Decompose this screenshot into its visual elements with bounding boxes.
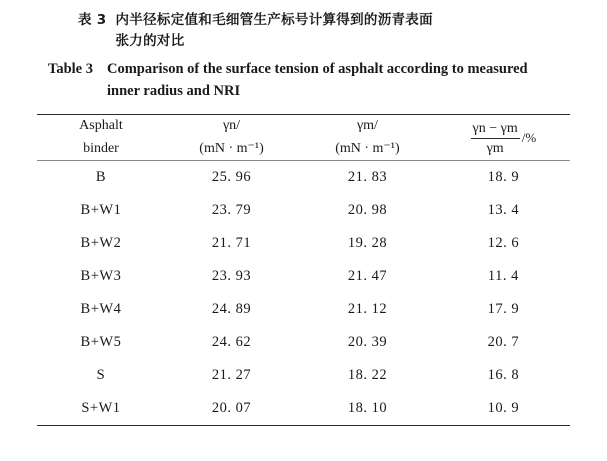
cell-binder: B+W2	[80, 235, 122, 252]
table-container	[34, 114, 573, 426]
table-header-row	[37, 115, 570, 161]
table-header	[37, 115, 570, 161]
column-header-gamma-m	[298, 115, 437, 161]
fraction-numerator: γn − γm	[471, 120, 520, 140]
relative-difference-fraction	[471, 120, 537, 158]
table-row	[37, 194, 570, 227]
cell-binder: B+W1	[80, 202, 122, 219]
cell-difference-percent: 16. 8	[487, 367, 520, 384]
cell-gamma-m: 20. 39	[347, 334, 388, 351]
cell-gamma-m: 21. 47	[347, 268, 388, 285]
cell-difference-percent: 18. 9	[487, 169, 520, 186]
cell-gamma-m: 19. 28	[347, 235, 388, 252]
table-row	[37, 227, 570, 260]
cell-binder: B	[95, 169, 107, 186]
cell-binder: B+W5	[80, 334, 122, 351]
cell-difference-percent: 13. 4	[487, 202, 520, 219]
cell-gamma-n: 23. 93	[211, 268, 252, 285]
table-row	[37, 359, 570, 392]
cell-gamma-m: 20. 98	[347, 202, 388, 219]
cell-binder: B+W3	[80, 268, 122, 285]
table-row	[37, 260, 570, 293]
cell-gamma-n: 25. 96	[211, 169, 252, 186]
caption-english-label: Table 3	[48, 60, 93, 77]
cell-gamma-n: 24. 89	[211, 301, 252, 318]
cell-gamma-n: 20. 07	[211, 400, 252, 417]
column-header-binder	[37, 115, 165, 161]
table-row	[37, 392, 570, 426]
cell-difference-percent: 12. 6	[487, 235, 520, 252]
column-header-gamma-n	[165, 115, 298, 161]
cell-binder: S	[96, 367, 106, 384]
column-header-gamma-n-line2: (mN · m⁻¹)	[199, 140, 264, 156]
fraction-unit: /%	[521, 130, 537, 146]
cell-difference-percent: 20. 7	[487, 334, 520, 351]
cell-difference-percent: 11. 4	[487, 268, 519, 285]
fraction-denominator: γm	[486, 141, 504, 157]
caption-chinese	[34, 10, 573, 52]
column-header-relative-difference	[437, 115, 570, 161]
table-row	[37, 326, 570, 359]
column-header-gamma-m-line2: (mN · m⁻¹)	[335, 140, 400, 156]
cell-gamma-m: 18. 10	[347, 400, 388, 417]
cell-gamma-n: 21. 71	[211, 235, 252, 252]
caption-english	[34, 59, 573, 103]
cell-gamma-n: 24. 62	[211, 334, 252, 351]
table-body	[37, 161, 570, 427]
column-header-gamma-n-line1: γn/	[222, 118, 241, 134]
column-header-binder-line2: binder	[83, 140, 119, 156]
column-header-gamma-m-line1: γm/	[356, 118, 378, 134]
caption-chinese-label: 表 3	[78, 12, 107, 28]
cell-gamma-m: 21. 83	[347, 169, 388, 186]
table-row	[37, 161, 570, 195]
cell-gamma-m: 18. 22	[347, 367, 388, 384]
cell-difference-percent: 10. 9	[487, 400, 520, 417]
cell-gamma-n: 21. 27	[211, 367, 252, 384]
fraction-body	[471, 120, 520, 158]
table-bottom-rule	[37, 426, 570, 427]
table-row	[37, 293, 570, 326]
cell-gamma-m: 21. 12	[347, 301, 388, 318]
bottom-rule-cell	[37, 426, 570, 427]
column-header-binder-line1: Asphalt	[79, 118, 123, 134]
cell-binder: S+W1	[81, 400, 121, 417]
cell-binder: B+W4	[80, 301, 122, 318]
cell-gamma-n: 23. 79	[211, 202, 252, 219]
caption-english-text: Comparison of the surface tension of asphalt according to measured inner radius and NRI	[107, 60, 528, 99]
cell-difference-percent: 17. 9	[487, 301, 520, 318]
caption-chinese-text: 内半径标定值和毛细管生产标号计算得到的沥青表面张力的对比	[115, 12, 433, 49]
surface-tension-table	[37, 114, 570, 426]
